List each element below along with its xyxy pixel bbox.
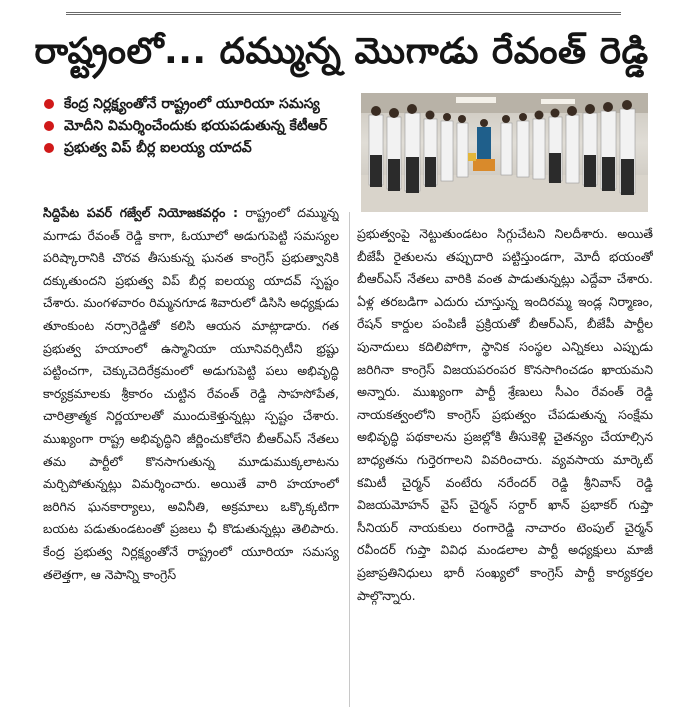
top-rule [66,12,621,15]
article-text-left: రాష్ట్రంలో దమ్మున్న మగాడు రేవంత్ రెడ్డి కాగా, ఓయూలో అడుగుపెట్టి సమస్యల పరిష్కారానికి చొరవ తీసుకున్న ఘనత కాంగ్రెస్ ప్రభుత్వానికి దక్కుతుందని ప్రభుత్వ విప్ బీర్ల ఐలయ్య యాదవ్ స్పష్టం చేశారు. మంగళవారం రిమ్మనగూడ శివారులో డిసిసి అధ్యక్షుడు తూంకుంట నర్సారెడ్డితో కలిసి ఆయన మాట్లాడారు. గత ప్రభుత్వ హయాంలో ఉస్మానియా యూనివర్సిటీని భ్రష్టు పట్టించగా, చెక్కుచెదిరేక్రమంలో అడుగుపెట్టి పలు అభివృద్ధి కార్యక్రమాలకు శ్రీకారం చుట్టిన రేవంత్ రెడ్డి సాహసోపేత, చారిత్రాత్మక నిర్ణయాలతో ముందుకెళ్తున్నట్లు స్పష్టం చేశారు. ముఖ్యంగా రాష్ట్ర అభివృద్ధిని జీర్ణించుకోలేని బీఆర్ఎస్ నేతలు తమ పార్టీలో కొనసాగుతున్న మూడుముక్కలాటను మర్చిపోతున్నట్లు విమర్శించారు. అయితే వారి హయాంలో జరిగిన ఘనకార్యాలు, అవినీతి, అక్రమాలు ఒక్కొక్కటిగా బయట పడుతుండటంతో ప్రజలు ఛీ కొడుతున్నట్లు తెలిపారు. కేంద్ర ప్రభుత్వ నిర్లక్ష్యంతోనే రాష్ట్రంలో యూరియా సమస్య తలెత్తగా, ఆ నెపాన్ని కాంగ్రెస్ [43,205,339,582]
group-photo-illustration [361,93,648,212]
article-column-left [43,202,339,707]
highlight-text: ప్రభుత్వ విప్ బీర్ల ఐలయ్య యాదవ్ [64,140,252,156]
headline: రాష్ట్రంలో... దమ్మున్న మొగాడు రేవంత్ రెడ్డి [34,31,649,72]
highlight-item [44,94,356,114]
highlights-list [44,94,356,160]
red-bullet-icon [44,143,54,153]
red-bullet-icon [44,121,54,131]
article-text-right: ప్రభుత్వంపై నెట్టుతుండటం సిగ్గుచేటని నిలదీశారు. అయితే బీజేపీ రైతులను తప్పుదారి పట్టిస్తుండగా, మోదీ భయంతో బీఆర్ఎస్ నేతలు వారికి వంత పాడుతున్నట్లు ఎద్దేవా చేశారు. ఏళ్ల తరబడిగా ఎదురు చూస్తున్న ఇందిరమ్మ ఇండ్ల నిర్మాణం, రేషన్ కార్డుల పంపిణీ ప్రక్రియతో బీఆర్ఎస్, బీజేపీ పార్టీల పునాదులు కదిలిపోగా, స్థానిక సంస్థల ఎన్నికలు ఎప్పుడు జరిగినా కాంగ్రెస్ విజయపరంపర కొనసాగించడం ఖాయమని అన్నారు. ముఖ్యంగా పార్టీ శ్రేణులు సీఎం రేవంత్ రెడ్డి నాయకత్వంలోని కాంగ్రెస్ ప్రభుత్వం చేపడుతున్న సంక్షేమ అభివృద్ధి పథకాలను ప్రజల్లోకి తీసుకెళ్లి చైతన్యం చేయాల్సిన బాధ్యతను గుర్తెరగాలని వివరించారు. వ్యవసాయ మార్కెట్ కమిటీ చైర్మన్ వంటేరు నరేందర్ రెడ్డి శ్రీనివాస్ రెడ్డి విజయమోహన్ వైస్ చైర్మన్ సర్దార్ ఖాన్ ప్రభాకర్ గుప్తా సీనియర్ నాయకులు రంగారెడ్డి నాచారం టెంపుల్ చైర్మన్ రవీందర్ గుప్తా వివిధ మండలాల పార్టీ అధ్యక్షులు మాజీ ప్రజాప్రతినిధులు భారీ సంఖ్యలో కాంగ్రెస్ పార్టీ కార్యకర్తల పాల్గొన్నారు. [357,226,653,603]
highlight-text: మోదీని విమర్శించేందుకు భయపడుతున్న కేటీఆర్ [64,118,328,134]
highlight-text: కేంద్ర నిర్లక్ష్యంతోనే రాష్ట్రంలో యూరియా సమస్య [64,96,320,112]
highlight-item [44,116,356,136]
dateline: సిద్దిపేట పవర్ గజ్వేల్ నియోజకవర్గం : [43,205,239,220]
article-column-right [357,223,653,707]
highlight-item [44,138,356,158]
article-paragraph-left [43,202,339,586]
red-bullet-icon [44,99,54,109]
news-photo [361,93,648,212]
column-divider [349,212,350,707]
